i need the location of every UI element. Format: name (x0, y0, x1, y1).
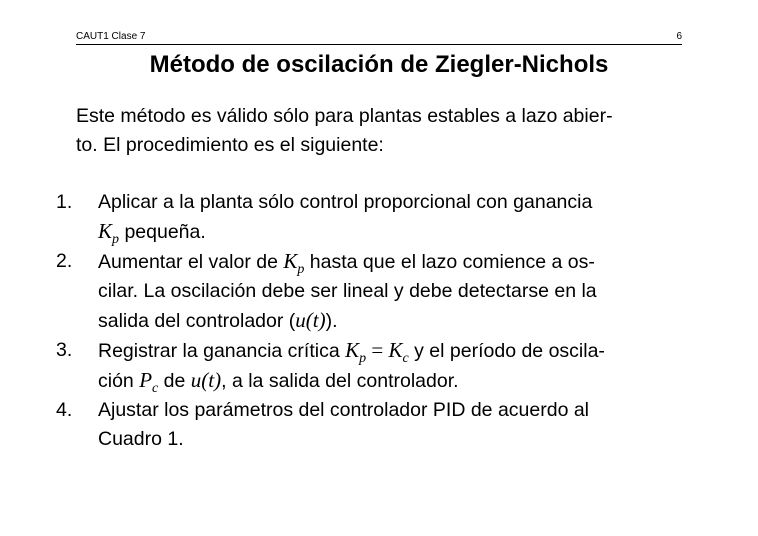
step-text: ). (325, 310, 338, 332)
procedure-step-2 (56, 247, 682, 336)
step-text: Ajustar los parámetros del controlador PID de acuerdo al (98, 399, 590, 421)
step-text: pequeña. (124, 221, 206, 243)
page-number: 6 (676, 31, 682, 42)
course-label: CAUT1 Clase 7 (76, 31, 146, 42)
step-line (98, 336, 682, 366)
step-line (98, 188, 682, 217)
procedure-step-1 (56, 188, 682, 247)
step-line (98, 396, 682, 425)
page-header (76, 30, 682, 45)
procedure-list (56, 188, 682, 454)
intro-line: Este método es válido sólo para plantas estables a lazo abier- (76, 105, 613, 127)
math-subscript: c (402, 351, 409, 367)
math-kp (283, 249, 305, 278)
step-line (98, 217, 682, 247)
math-equals: = (366, 338, 389, 362)
procedure-step-4 (56, 396, 682, 454)
step-text: y el período de oscila- (414, 340, 605, 362)
step-text: hasta que el lazo comience a os- (309, 251, 595, 273)
step-text: Aumentar el valor de (98, 251, 278, 273)
step-text: ción (98, 370, 134, 392)
step-text: cilar. La oscilación debe ser lineal y debe detectarse en la (98, 280, 597, 302)
step-line (98, 306, 682, 336)
step-text: Aplicar a la planta sólo control proporcional con ganancia (98, 191, 593, 213)
math-subscript: p (297, 262, 305, 278)
step-line (98, 277, 682, 306)
procedure-step-3 (56, 336, 682, 396)
math-symbol: K (98, 219, 113, 243)
step-text: de (163, 370, 186, 392)
math-subscript: c (152, 381, 159, 397)
step-number: 4. (56, 399, 73, 421)
math-symbol: K (345, 338, 360, 362)
step-line (98, 247, 682, 277)
step-line (98, 425, 682, 454)
math-kp (98, 219, 120, 248)
step-text: salida del controlador ( (98, 310, 296, 332)
math-symbol: K (388, 338, 403, 362)
step-number: 2. (56, 250, 73, 272)
intro-paragraph (76, 102, 682, 160)
math-pc (139, 368, 159, 397)
step-number: 3. (56, 339, 73, 361)
step-text: , a la salida del controlador. (221, 370, 459, 392)
math-u-of-t: u(t) (190, 368, 222, 392)
math-u-of-t: u(t) (295, 308, 326, 332)
math-kp-equals-kc (345, 338, 409, 367)
slide-title: Método de oscilación de Ziegler-Nichols (149, 51, 609, 78)
math-symbol: P (139, 368, 153, 392)
math-subscript: p (112, 232, 120, 248)
intro-line: to. El procedimiento es el siguiente: (76, 134, 384, 156)
step-line (98, 366, 682, 396)
math-subscript: p (359, 351, 367, 367)
step-text: Cuadro 1. (98, 428, 184, 450)
math-symbol: K (283, 249, 298, 273)
step-number: 1. (56, 191, 73, 213)
step-text: Registrar la ganancia crítica (98, 340, 340, 362)
